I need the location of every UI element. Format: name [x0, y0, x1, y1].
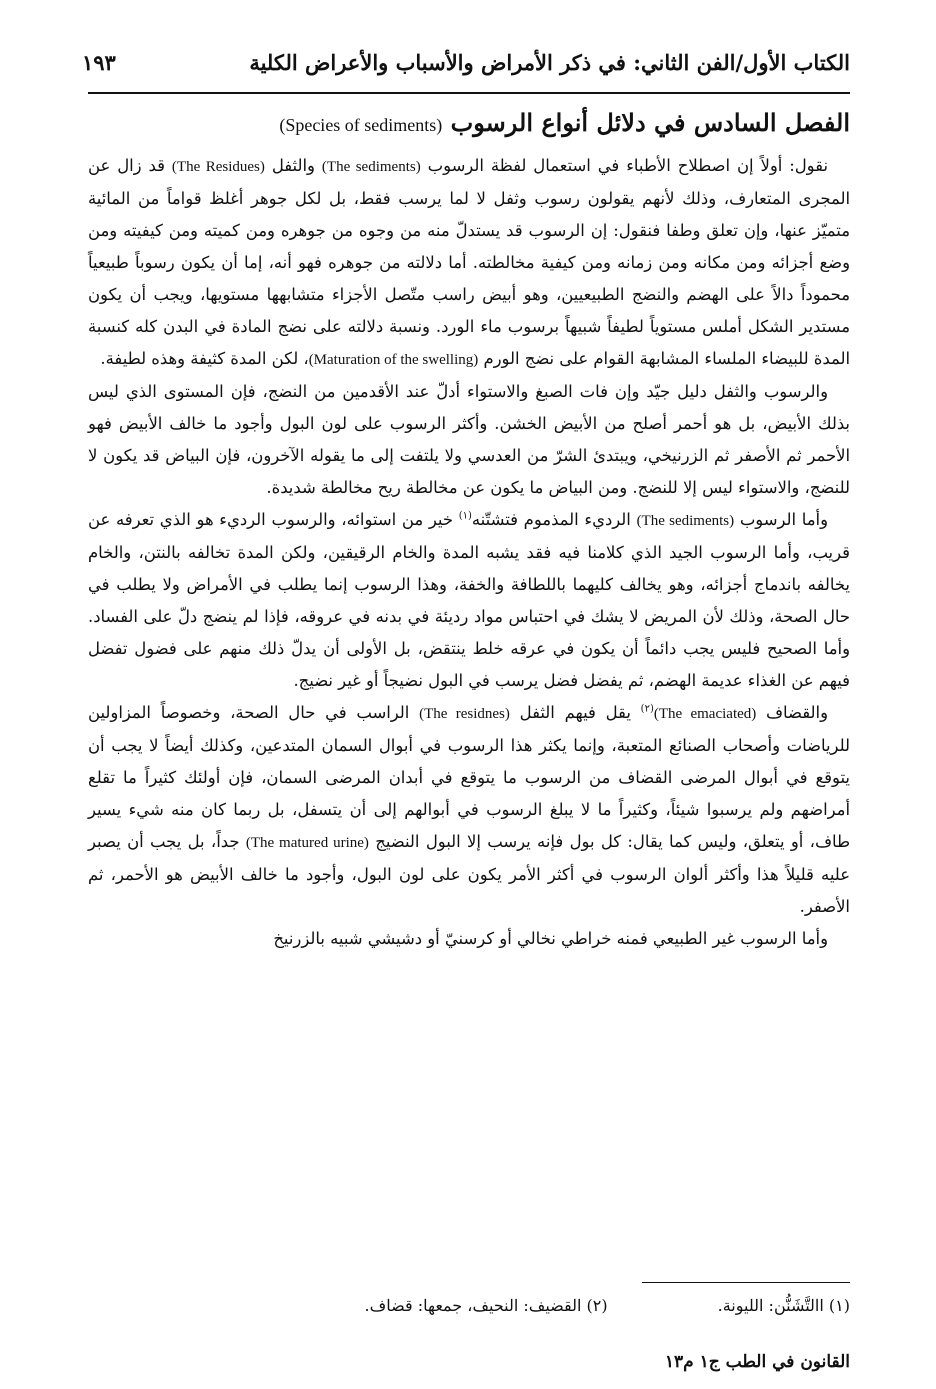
text-run: والقضاف [766, 703, 828, 722]
header-divider [88, 92, 850, 94]
paragraph-1 [88, 150, 850, 376]
chapter-title-english: (Species of sediments) [279, 115, 443, 135]
body-text [88, 150, 850, 955]
text-run: والثفل [271, 156, 315, 175]
text-run: نقول: أولاً إن اصطلاح الأطباء في استعمال لفظة الرسوب [427, 156, 829, 175]
page-number: ١٩٣ [82, 49, 116, 75]
text-run: جداً، بل يجب أن يصبر عليه قليلاً هذا وأكثر ألوان الرسوب في أكثر الأمر يكون على لون البول، وأجود ما خالف الأبيض هو الأحمر، ثم الأصفر. [88, 832, 850, 916]
footnote-2: (٢) القضيف: النحيف، جمعها: قضاف. [364, 1296, 608, 1315]
paragraph-5: وأما الرسوب غير الطبيعي فمنه خراطي نخالي أو كرسنيّ أو دشيشي شبيه بالزرنيخ [273, 929, 828, 948]
text-run: وأما الرسوب [739, 510, 829, 529]
chapter-title-arabic: الفصل السادس في دلائل أنواع الرسوب [450, 108, 850, 137]
running-header [82, 42, 850, 82]
english-term: (The emaciated) [653, 706, 757, 722]
chapter-heading [88, 108, 850, 137]
footnote-marker: (٢) [640, 703, 654, 715]
footnote-marker: (١) [458, 510, 472, 522]
paragraph-4 [88, 697, 850, 923]
text-run: الرديء المذموم فتشتّنه [471, 510, 631, 529]
footnote-divider [642, 1282, 850, 1283]
text-run: ، لكن المدة كثيفة وهذه لطيفة. [100, 349, 309, 368]
paragraph-3 [88, 504, 850, 697]
text-run: قد زال عن المجرى المتعارف، وذلك لأنهم يقولون رسوب وثفل لا لما يرسب فقط، بل لكل جوهر أغلظ قواماً من المائية متميّز عنها، وإن تعلق وطفا فنقول: إن الرسوب قد يستدلّ منه من وجوه من جوهره ومن كميته ومن كيفيته ومن وضع أجزائه ومن مكانه ومن زمانه ومن كيفية مخالطته. أما دلالته من جوهره فهو أنه، إما أن يكون رسوباً طبيعياً محموداً دالاً على الهضم والنضج الطبيعيين، وهو أبيض راسب متّصل الأجزاء متشابهها مستويها، ويجب أن يكون مستدير الشكل أملس مستوياً لطيفاً شبيهاً برسوب ماء الورد. ونسبة دلالته على نضج المادة في البدن كله كنسبة المدة للبيضاء الملساء المشابهة القوام على نضج الورم [88, 156, 850, 368]
footnote-1: (١) االتَّشَنُّن: الليونة. [717, 1296, 850, 1315]
english-term: (The residnes) [419, 706, 510, 722]
english-term: (The sediments) [636, 513, 735, 529]
english-term: (The matured urine) [245, 835, 369, 851]
english-term: (The Residues) [171, 159, 265, 175]
text-run: خير من استوائه، والرسوب الرديء هو الذي تعرفه عن قريب، وأما الرسوب الجيد الذي كلامنا فيه فقد يشبه المدة والخام الرقيقين، ولكن المدة تخالفه بالنتن، والخام يخالفه باندماج أجزائه، وهو يخالف كليهما باللطافة والخفة، وهذا الرسوب إنما يطلب في الأمراض ولا يطلب في حال الصحة، وذلك لأن المريض لا يشك في احتباس مواد رديئة في بدنه في عروقه، فإذا لم ينضج دلّ على الفساد. وأما الصحيح فليس يجب دائماً أن يكون في عرقه خلط ينتقض، بل الأولى أن يدلّ ذلك منهم على فضول تفضل فيهم عن الغذاء عديمة الهضم، ثم يفضل فضل يرسب في البول نضيجاً أو غير نضيج. [88, 510, 850, 690]
english-term: (Maturation of the swelling) [308, 352, 479, 368]
text-run: الراسب في حال الصحة، وخصوصاً المزاولين للرياضات وأصحاب الصنائع المتعبة، وإنما يكثر هذا الرسوب في أبوال السمان المتدعين، وكذلك أيضاً لا يجب أن يتوقع في أبوال المرضى القضاف من الرسوب ما يتوقع في أبدان المرضى السمان، فإن أولئك كثيراً ما تقلع أمراضهم ولم يرسبوا شيئاً، وكثيراً ما لا يبلغ الرسوب في أبوالهم إلى أن يتسفل، بل ربما كان منه شيء يسير طاف، أو يتعلق، وليس كما يقال: كل بول فإنه يرسب إلا البول النضيج [88, 703, 850, 851]
text-run: يقل فيهم الثفل [519, 703, 631, 722]
english-term: (The sediments) [321, 159, 421, 175]
book-signature-footer: القانون في الطب ج١ م١٣ [664, 1352, 850, 1372]
running-header-title: الكتاب الأول/الفن الثاني: في ذكر الأمراض والأسباب والأعراض الكلية [249, 49, 850, 75]
paragraph-2: والرسوب والثفل دليل جيّد وإن فات الصبغ والاستواء أدلّ عند الأقدمين من النضج، فإن المستوى الذي ليس بذلك الأبيض، بل هو أحمر أصلح من الأبيض الخشن. وأكثر الرسوب على لون البول وأجود ما خالف الأبيض فهو الأحمر ثم الأصفر ثم الزرنيخي، ويبتدئ الشرّ من العدسي ولا يلتفت إلى ما يقوله الآخرون، فإن البياض قد يكون لا للنضج، والاستواء ليس إلا للنضج. ومن البياض ما يكون عن مخالطة ريح مخالطة شديدة. [88, 382, 850, 497]
footnotes [120, 1296, 850, 1315]
